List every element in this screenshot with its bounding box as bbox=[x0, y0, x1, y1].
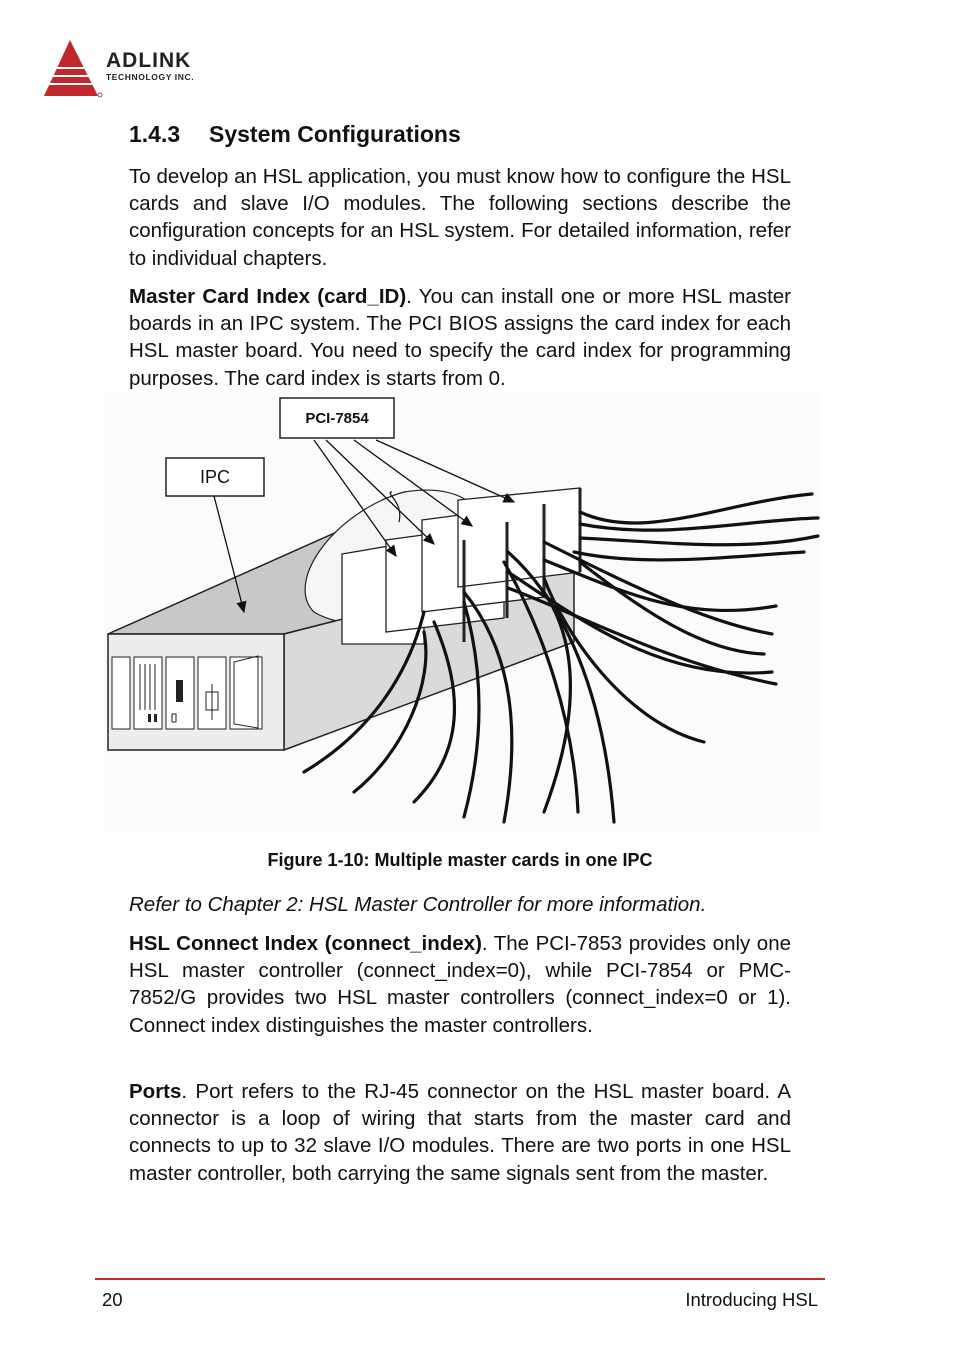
refer-paragraph: Refer to Chapter 2: HSL Master Controller for more information. bbox=[129, 893, 707, 916]
footer-rule bbox=[95, 1278, 825, 1280]
pci-label: PCI-7854 bbox=[305, 410, 369, 427]
connect-index-paragraph bbox=[129, 930, 791, 1039]
connect-index-body: . The PCI-7853 provides only one HSL master controller (connect_index=0), while PCI-7854 or PMC-7852/G provides two HSL master controllers (connect_index=0 or 1). Connect index distinguishes the master controllers. bbox=[129, 932, 792, 1037]
adlink-triangle-icon bbox=[42, 38, 104, 100]
section-heading bbox=[129, 121, 461, 148]
master-card-body: . You can install one or more HSL master boards in an IPC system. The PCI BIOS assigns the card index for each HSL master board. You need to specify the card index for programming purposes. The card index is starts from 0. bbox=[129, 285, 791, 390]
brand-name: ADLINK bbox=[106, 49, 192, 72]
ports-paragraph bbox=[129, 1078, 791, 1187]
master-card-paragraph bbox=[129, 283, 791, 392]
page-number: 20 bbox=[102, 1289, 123, 1310]
ipc-diagram bbox=[104, 392, 820, 832]
chapter-title: Introducing HSL bbox=[685, 1289, 818, 1310]
intro-paragraph: To develop an HSL application, you must know how to configure the HSL cards and slave I/O modules. The following sections describe the configuration concepts for an HSL system. For detailed information, refer to individual chapters. bbox=[129, 165, 791, 270]
figure-caption: Figure 1-10: Multiple master cards in one IPC bbox=[267, 850, 653, 870]
adlink-logo bbox=[42, 38, 242, 100]
ports-body: . Port refers to the RJ-45 connector on the HSL master board. A connector is a loop of wiring that starts from the master card and connects to up to 32 slave I/O modules. There are two ports in one HSL master controller, both carrying the same signals sent from the master. bbox=[129, 1080, 791, 1185]
section-number: 1.4.3 bbox=[129, 121, 181, 147]
section-title: System Configurations bbox=[209, 121, 461, 147]
master-card-term: Master Card Index (card_ID) bbox=[129, 285, 407, 308]
brand-subtitle: TECHNOLOGY INC. bbox=[106, 72, 195, 82]
ipc-figure bbox=[104, 392, 820, 832]
ports-term: Ports bbox=[129, 1080, 182, 1103]
card-4 bbox=[458, 488, 580, 587]
ipc-label: IPC bbox=[199, 467, 231, 487]
connect-index-term: HSL Connect Index (connect_index) bbox=[129, 932, 482, 955]
